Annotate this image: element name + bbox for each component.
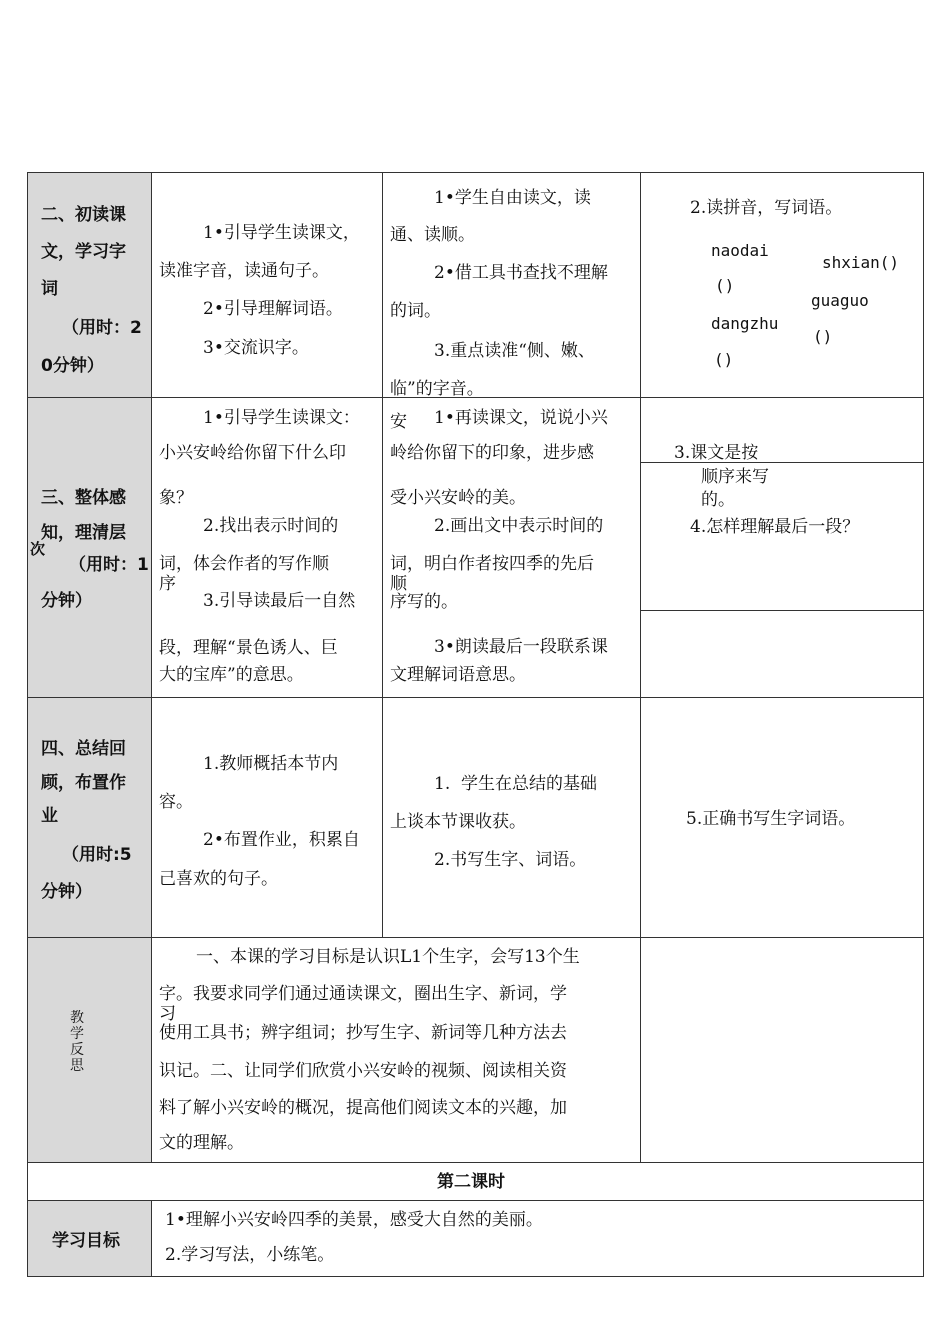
teacher-activity: 己喜欢的句子。	[159, 869, 278, 889]
reflection-text: 一、本课的学习目标是认识L1个生字，会写13个生	[196, 947, 580, 967]
stage-title: 三、整体感	[41, 488, 126, 508]
practice-item: 的。	[701, 490, 735, 510]
teacher-activity: 大的宝库”的意思。	[159, 665, 304, 685]
student-activity: 2.画出文中表示时间的	[434, 516, 604, 536]
practice-item: 5.正确书写生字词语。	[686, 809, 856, 829]
stage-title: 顾，布置作	[41, 773, 126, 793]
stage-title: 知，理清层	[41, 523, 126, 543]
student-activity: 岭给你留下的印象，进步感	[390, 443, 594, 463]
pinyin-blank: ()	[714, 350, 734, 369]
table-border	[27, 1276, 924, 1277]
stage-title: 次	[30, 540, 46, 558]
student-activity-cell	[383, 398, 640, 697]
reflection-label-char: 学	[70, 1026, 84, 1042]
student-activity: 序写的。	[390, 592, 458, 612]
reflection-cell	[152, 938, 640, 1162]
pinyin-item: guaguo	[811, 291, 869, 310]
reflection-text: 使用工具书；辨字组词；抄写生字、新词等几种方法去	[159, 1023, 567, 1043]
teacher-activity: 读准字音，读通句子。	[159, 261, 329, 281]
reflection-label-char: 反	[70, 1042, 84, 1058]
column-divider	[151, 1200, 152, 1277]
student-activity: 词，明白作者按四季的先后	[390, 554, 594, 574]
stage-time: （用时：2	[62, 318, 142, 338]
pinyin-item: dangzhu	[711, 314, 779, 333]
student-activity: 3•朗读最后一段联系课	[434, 637, 608, 657]
goal-item: 1•理解小兴安岭四季的美景，感受大自然的美丽。	[165, 1210, 543, 1230]
stage-title: 文，学习字	[41, 242, 126, 262]
row-divider	[27, 1162, 924, 1163]
teacher-activity: 2.找出表示时间的	[203, 516, 339, 536]
stage-title: 词	[41, 279, 58, 299]
stage-time: （用时：1	[69, 555, 149, 575]
teacher-activity: 2•引导理解词语。	[203, 299, 343, 319]
teacher-activity: 1•引导学生读课文：	[203, 408, 360, 428]
teacher-activity: 词，体会作者的写作顺	[159, 554, 329, 574]
goal-label: 学习目标	[52, 1231, 120, 1251]
teacher-activity: 象？	[159, 488, 193, 508]
student-activity: 临”的字音。	[390, 379, 484, 399]
teacher-activity: 3.引导读最后一自然	[203, 591, 356, 611]
reflection-label-char: 思	[70, 1058, 84, 1074]
student-activity: 1•再读课文，说说小兴	[434, 408, 608, 428]
goal-item: 2.学习写法，小练笔。	[165, 1245, 335, 1265]
row-divider	[27, 697, 924, 698]
student-activity: 3.重点读准“侧、嫩、	[434, 341, 595, 361]
teacher-activity: 小兴安岭给你留下什么印	[159, 443, 346, 463]
teacher-activity: 序	[159, 574, 176, 594]
practice-item: 3.课文是按	[674, 443, 759, 463]
stage-title: 四、总结回	[41, 739, 126, 759]
stage-time: 分钟）	[41, 591, 92, 611]
stage-cell	[28, 398, 151, 697]
student-activity: 的词。	[390, 301, 441, 321]
student-activity: 顺	[390, 574, 407, 594]
pinyin-blank: ()	[813, 327, 833, 346]
table-border	[27, 172, 28, 1277]
row-divider	[640, 610, 924, 611]
teacher-activity: 1•引导学生读课文，	[203, 223, 360, 243]
stage-title: 业	[41, 806, 58, 826]
pinyin-item: shxian()	[822, 253, 900, 272]
reflection-text: 料了解小兴安岭的概况，提高他们阅读文本的兴趣，加	[159, 1098, 567, 1118]
pinyin-item: naodai	[711, 241, 769, 260]
teacher-activity: 3•交流识字。	[203, 338, 309, 358]
row-divider	[27, 1200, 924, 1201]
table-border	[923, 172, 924, 1277]
teacher-activity: 2•布置作业，积累自	[203, 830, 360, 850]
student-activity-cell	[383, 173, 640, 397]
student-activity: 1. 学生在总结的基础	[434, 774, 598, 794]
stage-title: 二、初读课	[41, 205, 126, 225]
column-divider	[640, 172, 641, 1162]
student-activity: 2•借工具书查找不理解	[434, 263, 608, 283]
student-activity: 1•学生自由读文，读	[434, 188, 591, 208]
teacher-activity: 1.教师概括本节内	[203, 754, 339, 774]
reflection-text: 习	[159, 1004, 176, 1024]
teacher-activity-cell	[152, 398, 382, 697]
student-activity: 文理解词语意思。	[390, 665, 526, 685]
reflection-text: 字。我要求同学们通过通读课文，圈出生字、新词，学	[159, 984, 567, 1004]
reflection-text: 文的理解。	[159, 1133, 244, 1153]
student-activity: 安	[390, 412, 407, 432]
reflection-label-bg	[28, 937, 152, 1162]
pinyin-blank: ()	[715, 276, 735, 295]
student-activity: 上谈本节课收获。	[390, 812, 526, 832]
reflection-label-char: 教	[70, 1010, 84, 1026]
stage-time: （用时:5	[62, 845, 132, 865]
practice-item: 4.怎样理解最后一段？	[690, 517, 860, 537]
student-activity: 受小兴安岭的美。	[390, 488, 526, 508]
section-heading: 第二课时	[437, 1172, 505, 1192]
stage-time: 分钟）	[41, 882, 92, 902]
teacher-activity: 段，理解“景色诱人、巨	[159, 638, 338, 658]
teacher-activity: 容。	[159, 792, 193, 812]
student-activity: 通、读顺。	[390, 225, 475, 245]
reflection-text: 识记。二、让同学们欣赏小兴安岭的视频、阅读相关资	[159, 1061, 567, 1081]
stage-time: 0分钟）	[41, 356, 104, 376]
student-activity: 2.书写生字、词语。	[434, 850, 587, 870]
practice-item: 顺序来写	[701, 467, 769, 487]
practice-title: 2.读拼音，写词语。	[690, 198, 843, 218]
